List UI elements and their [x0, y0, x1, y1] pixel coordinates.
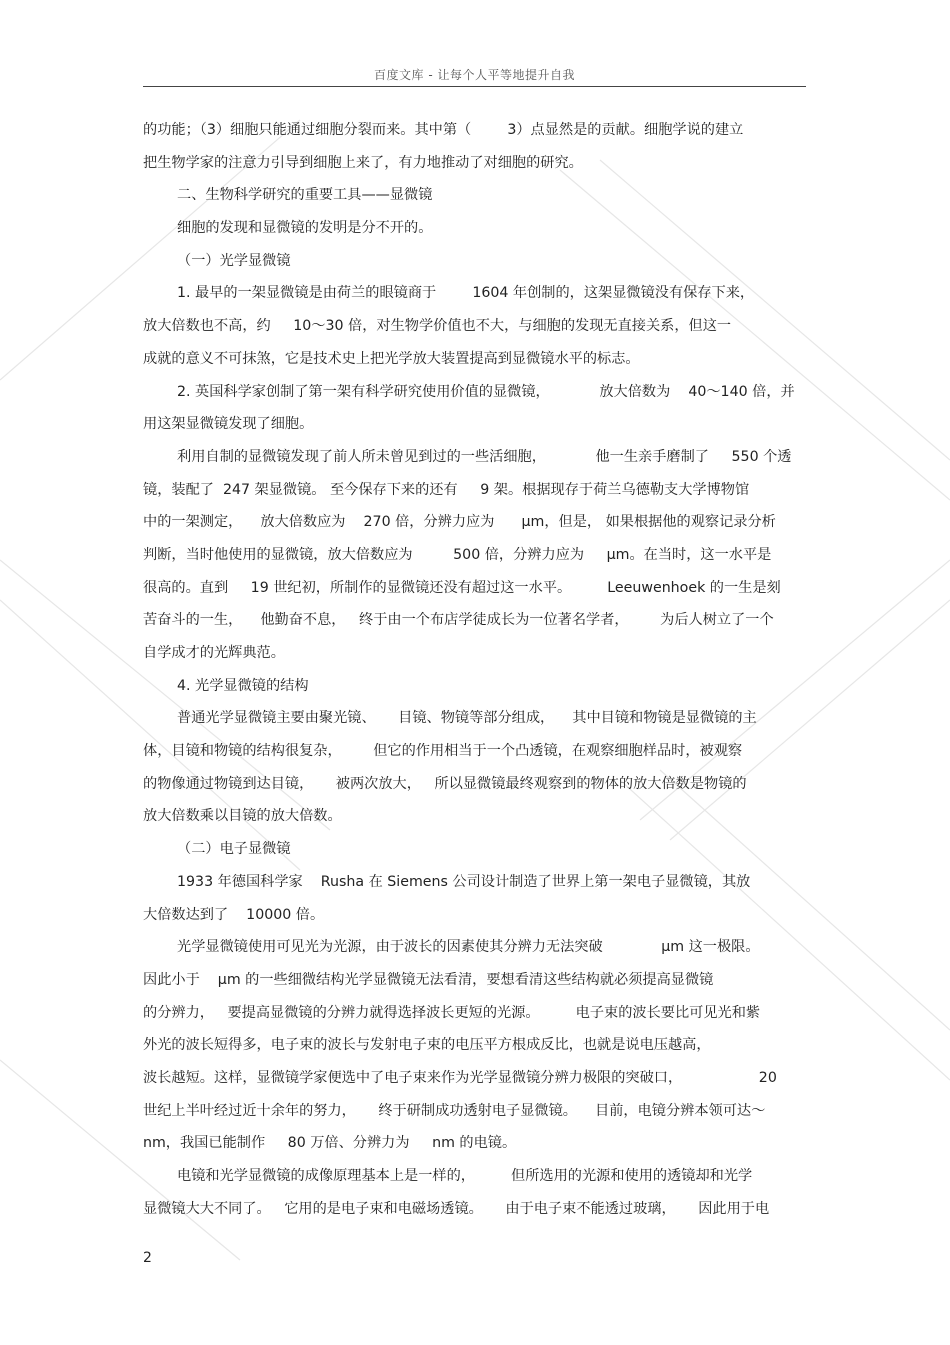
text-line: 放大倍数乘以目镜的放大倍数。	[143, 808, 342, 825]
text-line: 判断，当时他使用的显微镜，放大倍数应为 500 倍，分辨力应为 μm。在当时，这一水平是	[143, 546, 772, 563]
text-line: nm，我国已能制作 80 万倍、分辨力为 nm 的电镜。	[143, 1135, 517, 1152]
text-line: 大倍数达到了 10000 倍。	[143, 906, 325, 923]
text-line: 外光的波长短得多，电子束的波长与发射电子束的电压平方根成反比，也就是说电压越高，	[143, 1037, 711, 1054]
text-line: 因此小于 μm 的一些细微结构光学显微镜无法看清，要想看清这些结构就必须提高显微镜	[143, 971, 714, 988]
text-line: 自学成才的光辉典范。	[143, 645, 285, 661]
text-line: 用这架显微镜发现了细胞。	[143, 416, 314, 433]
text-line: 2. 英国科学家创制了第一架有科学研究使用价值的显微镜， 放大倍数为 40～140 倍，并	[177, 383, 795, 400]
text-line: 1. 最早的一架显微镜是由荷兰的眼镜商于 1604 年创制的，这架显微镜没有保存下来，	[177, 285, 755, 302]
text-line: 很高的。直到 19 世纪初，所制作的显微镜还没有超过这一水平。 Leeuwenhoek 的一生是刻	[143, 579, 781, 596]
text-line: 的物像通过物镜到达目镜， 被两次放大， 所以显微镜最终观察到的物体的放大倍数是物镜的	[143, 775, 747, 792]
text-line: 光学显微镜使用可见光为光源，由于波长的因素使其分辨力无法突破 μm 这一极限。	[177, 939, 760, 956]
text-line: 4. 光学显微镜的结构	[177, 677, 309, 694]
page-number: 2	[143, 1250, 152, 1266]
text-line: 电镜和光学显微镜的成像原理基本上是一样的， 但所选用的光源和使用的透镜却和光学	[177, 1168, 753, 1184]
text-line: 中的一架测定， 放大倍数应为 270 倍，分辨力应为 μm，但是， 如果根据他的观察记录分析	[143, 514, 776, 531]
text-line: 普通光学显微镜主要由聚光镜、 目镜、物镜等部分组成， 其中目镜和物镜是显微镜的主	[177, 710, 757, 727]
text-line: 成就的意义不可抹煞，它是技术史上把光学放大装置提高到显微镜水平的标志。	[143, 350, 640, 367]
header-divider	[143, 86, 806, 87]
text-line: （二）电子显微镜	[177, 841, 291, 858]
text-line: 细胞的发现和显微镜的发明是分不开的。	[177, 220, 433, 237]
text-line: 显微镜大大不同了。 它用的是电子束和电磁场透镜。 由于电子束不能透过玻璃， 因此用于电	[143, 1200, 770, 1217]
text-line: 的分辨力， 要提高显微镜的分辨力就得选择波长更短的光源。 电子束的波长要比可见光和紫	[143, 1004, 761, 1021]
page-header: 百度文库 - 让每个人平等地提升自我	[374, 68, 575, 82]
text-line: 利用自制的显微镜发现了前人所未曾见到过的一些活细胞， 他一生亲手磨制了 550 个透	[177, 448, 792, 465]
text-line: 把生物学家的注意力引导到细胞上来了，有力地推动了对细胞的研究。	[143, 154, 583, 171]
text-line: （一）光学显微镜	[177, 252, 291, 269]
text-line: 二、生物科学研究的重要工具——显微镜	[177, 187, 433, 204]
text-line: 放大倍数也不高，约 10～30 倍，对生物学价值也不大，与细胞的发现无直接关系，但这一	[143, 318, 732, 335]
text-line: 波长越短。这样，显微镜学家便选中了电子束来作为光学显微镜分辨力极限的突破口， 20	[143, 1069, 777, 1086]
text-line: 镜，装配了 247 架显微镜。 至今保存下来的还有 9 架。根据现存于荷兰乌德勒支大学博物馆	[143, 481, 750, 498]
text-line: 1933 年德国科学家 Rusha 在 Siemens 公司设计制造了世界上第一架电子显微镜，其放	[177, 873, 751, 890]
text-line: 世纪上半叶经过近十余年的努力， 终于研制成功透射电子显微镜。 目前，电镜分辨本领可达～	[143, 1102, 766, 1119]
text-line: 体，目镜和物镜的结构很复杂， 但它的作用相当于一个凸透镜，在观察细胞样品时，被观察	[143, 743, 743, 760]
text-line: 苦奋斗的一生， 他勤奋不息， 终于由一个布店学徒成长为一位著名学者， 为后人树立了一个	[143, 612, 774, 629]
document-body	[143, 114, 808, 1225]
text-line: 的功能；（3）细胞只能通过细胞分裂而来。其中第（ 3）点显然是的贡献。细胞学说的建立	[143, 122, 744, 138]
